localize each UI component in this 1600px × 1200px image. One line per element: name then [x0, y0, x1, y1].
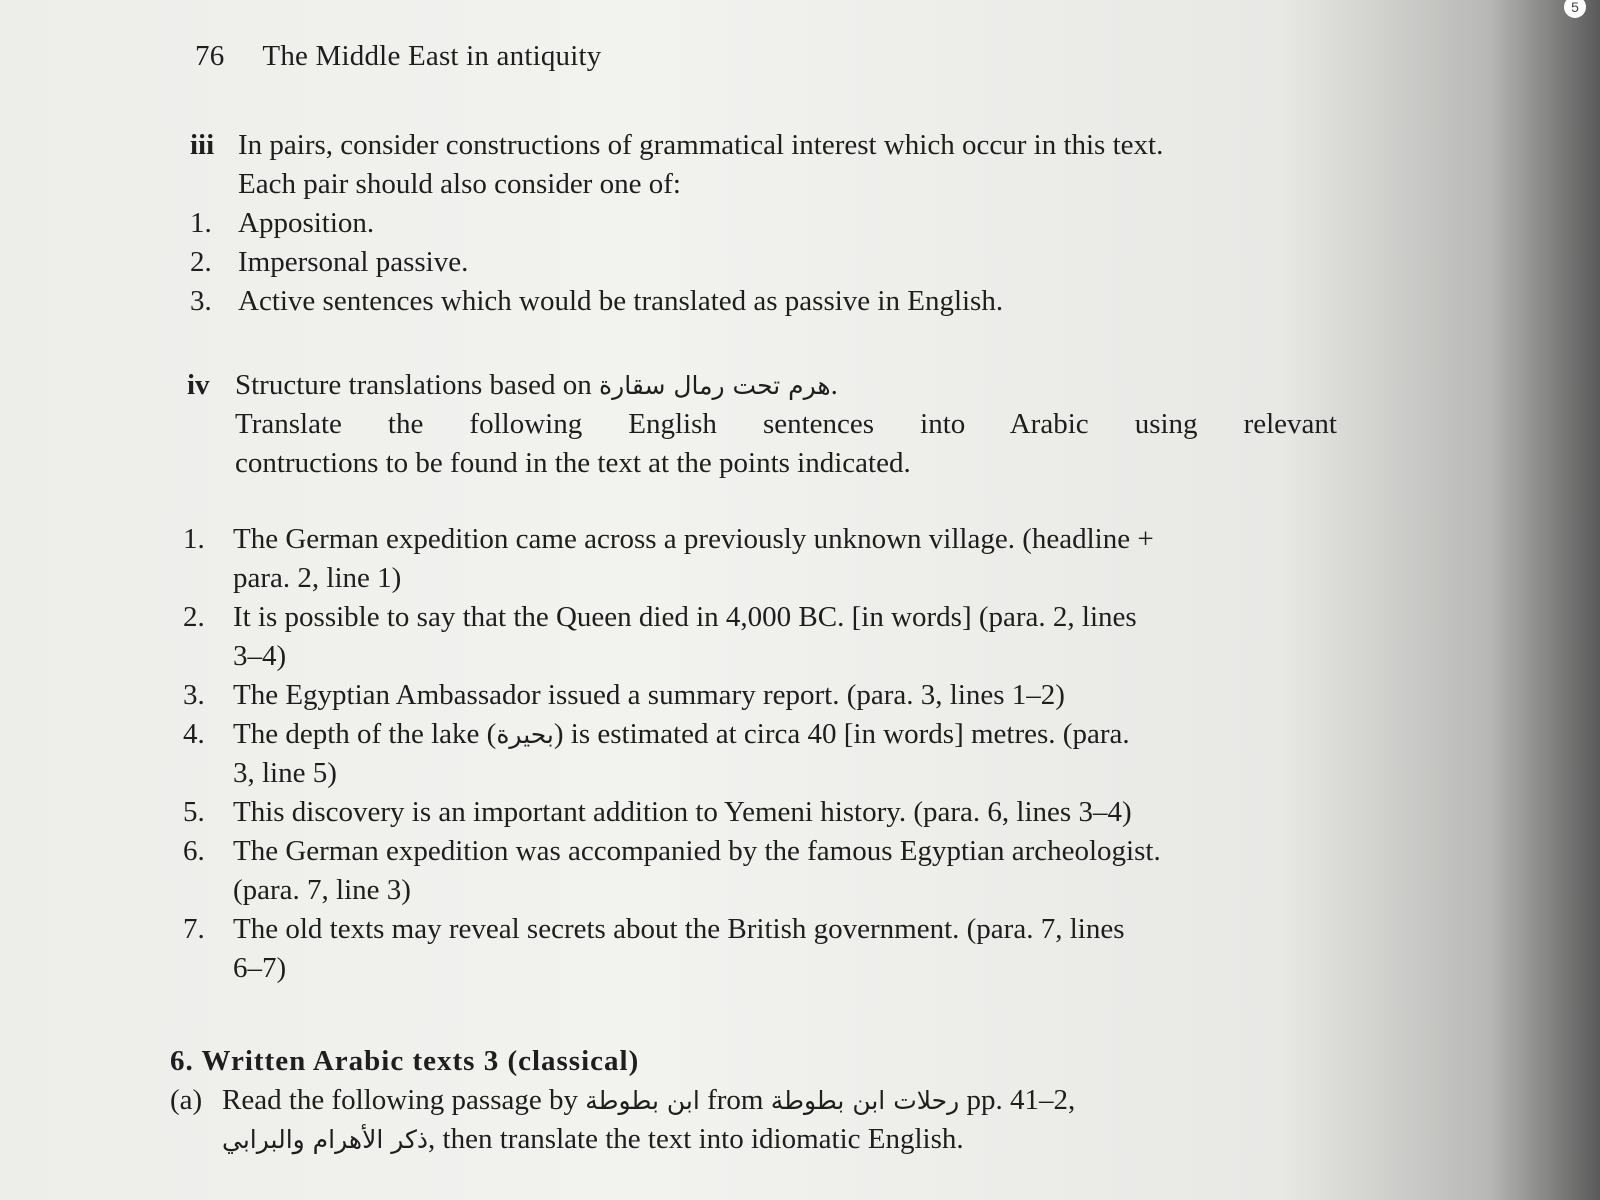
list-item-number: 1. [190, 207, 212, 239]
sentence-text: The German expedition was accompanied by the famous Egyptian archeologist. [233, 835, 1161, 867]
exercise-iv-prefix: Structure translations based on [235, 369, 592, 401]
sentence-text: The depth of the lake (بحيرة) is estimated at circa 40 [in words] metres. (para. [233, 718, 1130, 750]
sentence-ref: 3–4) [233, 640, 287, 672]
sentence-number: 2. [183, 601, 205, 633]
exercise-iv-instruction: Translate the following English sentences into Arabic using relevant [235, 408, 1337, 440]
list-item-text: Active sentences which would be translated as passive in English. [238, 285, 1004, 317]
sentence-text: The Egyptian Ambassador issued a summary report. (para. 3, lines 1–2) [233, 679, 1065, 711]
section-6 [170, 1042, 1340, 1159]
sentence-ref: 3, line 5) [233, 757, 337, 789]
sentence-item [183, 793, 1333, 832]
sentence-item [183, 910, 1333, 988]
passage-from: from [707, 1084, 764, 1116]
sentence-number: 5. [183, 796, 205, 828]
passage-instruction: Read the following passage by [222, 1084, 578, 1116]
arabic-book-title: رحلات ابن بطوطة [770, 1086, 960, 1115]
sentence-number: 7. [183, 913, 205, 945]
running-title: The Middle East in antiquity [262, 40, 602, 72]
sentence-text: The old texts may reveal secrets about the British government. (para. 7, lines [233, 913, 1125, 945]
sentence-ref: 6–7) [233, 952, 287, 984]
sentence-number: 4. [183, 718, 205, 750]
exercise-iii-marker: iii [190, 129, 215, 161]
list-item-text: Impersonal passive. [238, 246, 469, 278]
list-item [190, 243, 1340, 282]
exercise-iv-period: . [830, 369, 838, 401]
exercise-iii [190, 126, 1340, 321]
sentence-item [183, 676, 1333, 715]
subsection-label: (a) [170, 1084, 203, 1116]
passage-instruction-end: , then translate the text into idiomatic English. [428, 1123, 964, 1155]
exercise-iii-line2: Each pair should also consider one of: [238, 168, 681, 200]
sentence-text: It is possible to say that the Queen died in 4,000 BC. [in words] (para. 2, lines [233, 601, 1137, 633]
list-item-text: Apposition. [238, 207, 375, 239]
page-number: 76 [195, 40, 225, 72]
list-item [190, 204, 1340, 243]
sentence-item [183, 832, 1333, 910]
sentence-number: 1. [183, 523, 205, 555]
passage-pages: pp. 41–2, [966, 1084, 1076, 1116]
sentence-item [183, 598, 1333, 676]
exercise-iv-instruction-cont: contructions to be found in the text at the points indicated. [235, 447, 911, 479]
translation-sentences [183, 520, 1333, 988]
list-item-number: 3. [190, 285, 212, 317]
sentence-text: The German expedition came across a previously unknown village. (headline + [233, 523, 1154, 555]
arabic-word-lake: بحيرة [496, 720, 554, 749]
sentence-item [183, 715, 1333, 793]
exercise-iii-line1: In pairs, consider constructions of grammatical interest which occur in this text. [238, 129, 1164, 161]
arabic-title-phrase: هرم تحت رمال سقارة [599, 371, 831, 400]
sentence-ref: para. 2, line 1) [233, 562, 402, 594]
sentence-item [183, 520, 1333, 598]
exercise-iv [187, 366, 1337, 483]
section-6-heading: 6. Written Arabic texts 3 (classical) [170, 1045, 640, 1077]
sentence-text: This discovery is an important addition to Yemeni history. (para. 6, lines 3–4) [233, 796, 1132, 828]
sentence-ref: (para. 7, line 3) [233, 874, 411, 906]
sentence-number: 6. [183, 835, 205, 867]
sentence-number: 3. [183, 679, 205, 711]
arabic-author-name: ابن بطوطة [585, 1086, 700, 1115]
list-item-number: 2. [190, 246, 212, 278]
exercise-iv-marker: iv [187, 369, 210, 401]
page-edge-mark: 5 [1564, 0, 1586, 18]
running-header [195, 40, 601, 73]
arabic-section-title: ذكر الأهرام والبرابي [222, 1125, 429, 1154]
list-item [190, 282, 1340, 321]
